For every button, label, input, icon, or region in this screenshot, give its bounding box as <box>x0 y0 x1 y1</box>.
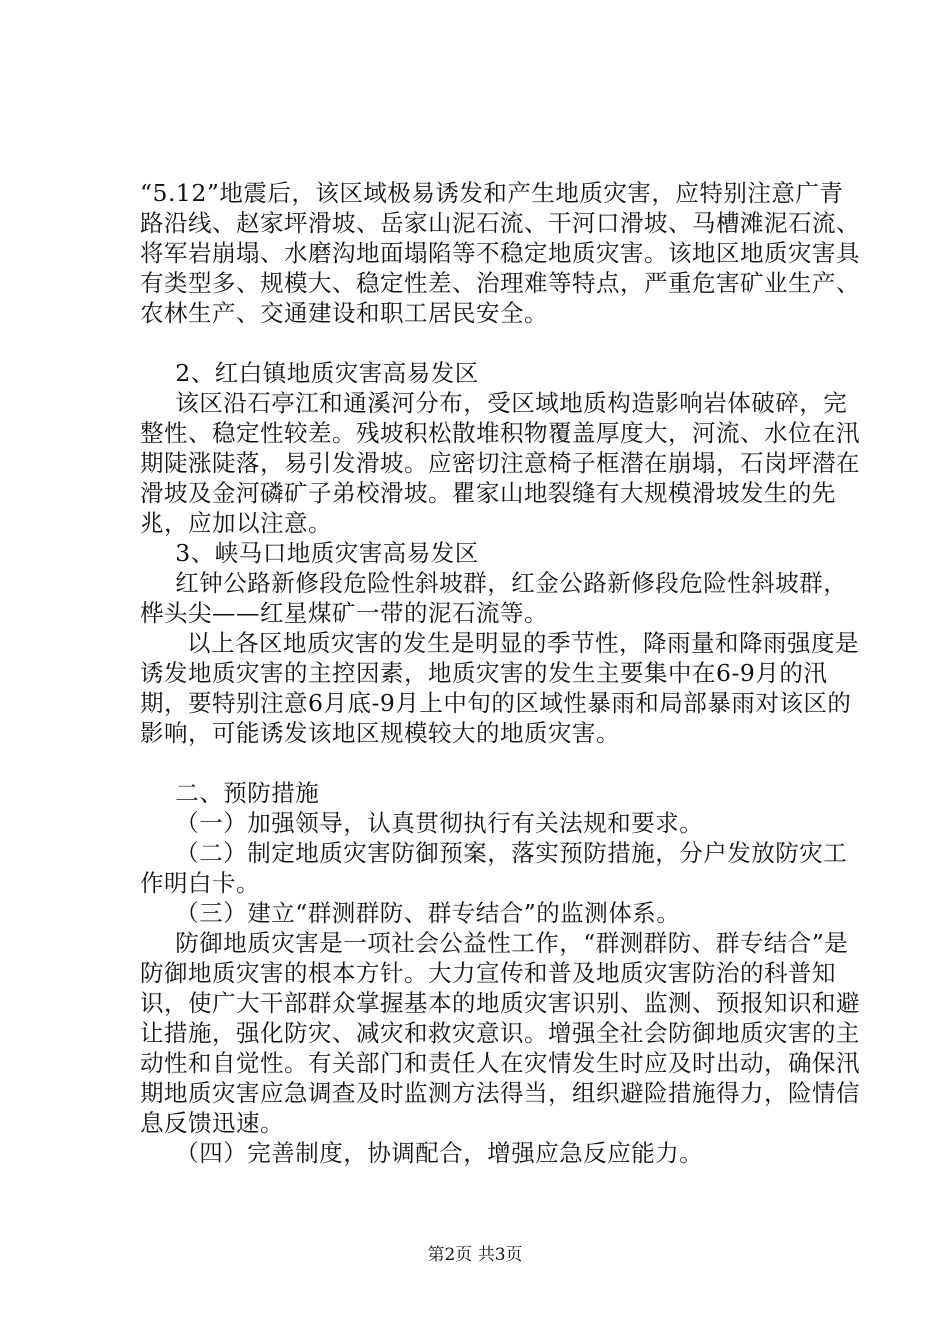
paragraph-earthquake-hazards: “5.12”地震后，该区域极易诱发和产生地质灾害，应特别注意广青路沿线、赵家坪滑坡、岳家山泥石流、干河口滑坡、马槽滩泥石流、将军岩崩塌、水磨沟地面塌陷等不稳定地质灾害。该地区地质灾害具有类型多、规模大、稳定性差、治理难等特点，严重危害矿业生产、农林生产、交通建设和职工居民安全。 <box>140 179 860 327</box>
paragraph-hongbai-details: 该区沿石亭江和通溪河分布，受区域地质构造影响岩体破碎，完整性、稳定性较差。残坡积松散堆积物覆盖厚度大，河流、水位在汛期陡涨陡落，易引发滑坡。应密切注意椅子框潜在崩塌，石岗坪潜在滑坡及金河磷矿子弟校滑坡。瞿家山地裂缝有大规模滑坡发生的先兆，应加以注意。 <box>140 389 860 537</box>
paragraph-monitoring-system: 防御地质灾害是一项社会公益性工作，“群测群防、群专结合”是防御地质灾害的根本方针。大力宣传和普及地质灾害防治的科普知识，使广大干部群众掌握基本的地质灾害识别、监测、预报知识和避让措施，强化防灾、减灾和救灾意识。增强全社会防御地质灾害的主动性和自觉性。有关部门和责任人在灾情发生时应及时出动，确保汛期地质灾害应急调查及时监测方法得当，组织避险措施得力，险情信息反馈迅速。 <box>140 929 860 1137</box>
page-number-footer: 第2页 共3页 <box>427 1245 523 1265</box>
heading-prevention-measures: 二、预防措施 <box>175 779 320 807</box>
paragraph-xiamakou-details: 红钟公路新修段危险性斜坡群，红金公路新修段危险性斜坡群，桦头尖——红星煤矿一带的泥石流等。 <box>140 569 848 627</box>
measure-1: （一）加强领导，认真贯彻执行有关法规和要求。 <box>175 809 704 837</box>
measure-4: （四）完善制度，协调配合，增强应急反应能力。 <box>175 1139 704 1167</box>
document-body <box>140 178 860 1168</box>
measure-3: （三）建立“群测群防、群专结合”的监测体系。 <box>175 899 681 927</box>
measure-2: （二）制定地质灾害防御预案，落实预防措施，分户发放防灾工作明白卡。 <box>140 839 848 897</box>
paragraph-seasonality: 以上各区地质灾害的发生是明显的季节性，降雨量和降雨强度是诱发地质灾害的主控因素，地质灾害的发生主要集中在6-9月的汛期，要特别注意6月底-9月上中旬的区域性暴雨和局部暴雨对该区的影响，可能诱发该地区规模较大的地质灾害。 <box>140 629 859 747</box>
heading-hongbai-zone: 2、红白镇地质灾害高易发区 <box>175 359 479 387</box>
heading-xiamakou-zone: 3、峡马口地质灾害高易发区 <box>175 539 479 567</box>
